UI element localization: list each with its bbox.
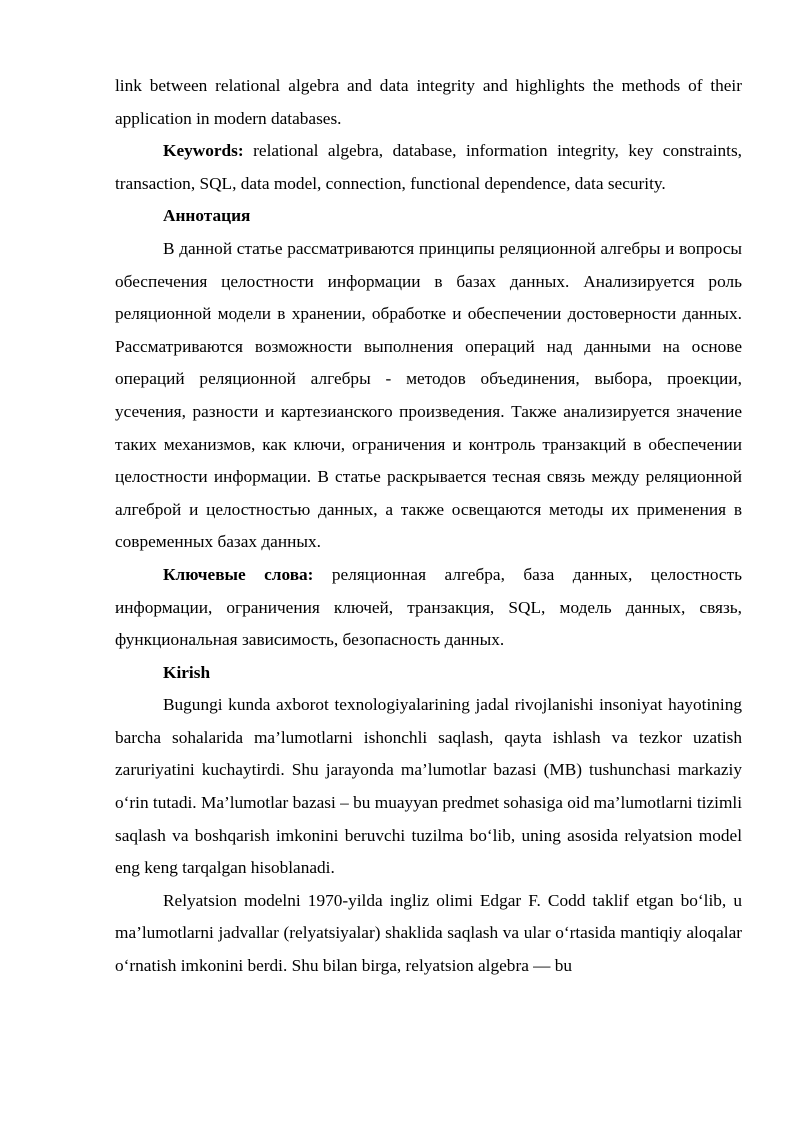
- keywords-en: [115, 135, 742, 200]
- annotation-body: В данной статье рассматриваются принципы реляционной алгебры и вопросы обеспечения целостности информации в базах данных. Анализируется роль реляционной модели в хранении, обработке и обеспечении достоверности данных. Рассматриваются возможности выполнения операций над данными на основе операций реляционной алгебры - методов объединения, выбора, проекции, усечения, разности и картезианского произведения. Также анализируется значение таких механизмов, как ключи, ограничения и контроль транзакций в обеспечении целостности информации. В статье раскрывается тесная связь между реляционной алгеброй и целостностью данных, а также освещаются методы их применения в современных базах данных.: [115, 238, 742, 552]
- annotation-heading: Аннотация: [163, 206, 251, 226]
- keywords-en-text: relational algebra, database, information integrity, key constraints, transaction, SQL, data model, connection, functional dependence, data security.: [115, 141, 742, 193]
- paper-page: [115, 70, 742, 983]
- intro-paragraph-2: Relyatsion modelni 1970-yilda ingliz olimi Edgar F. Codd taklif etgan bo‘lib, u ma’lumotlarni jadvallar (relyatsiyalar) shaklida saqlash va ular o‘rtasida mantiqiy aloqalar o‘rnatish imkonini berdi. Shu bilan birga, relyatsion algebra — bu: [115, 890, 742, 976]
- keywords-ru-text: реляционная алгебра, база данных, целостность информации, ограничения ключей, транзакция, SQL, модель данных, связь, функциональная зависимость, безопасность данных.: [115, 564, 743, 650]
- abstract-en-tail: link between relational algebra and data integrity and highlights the methods of their application in modern databases.: [115, 76, 742, 128]
- intro-paragraph-1: Bugungi kunda axborot texnologiyalarining jadal rivojlanishi insoniyat hayotining barcha sohalarida ma’lumotlarni ishonchli saqlash, qayta ishlash va tezkor uzatish zaruriyatini kuchaytirdi. Shu jarayonda ma’lumotlar bazasi (MB) tushunchasi markaziy o‘rin tutadi. Ma’lumotlar bazasi – bu muayyan predmet sohasiga oid ma’lumotlarni tizimli saqlash va boshqarish imkonini beruvchi tuzilma bo‘lib, uning asosida relyatsion model eng keng tarqalgan hisoblanadi.: [115, 695, 742, 878]
- intro-heading: Kirish: [163, 662, 211, 682]
- keywords-ru: [115, 559, 742, 657]
- keywords-en-label: Keywords:: [163, 141, 244, 161]
- keywords-ru-label: Ключевые слова:: [163, 564, 314, 584]
